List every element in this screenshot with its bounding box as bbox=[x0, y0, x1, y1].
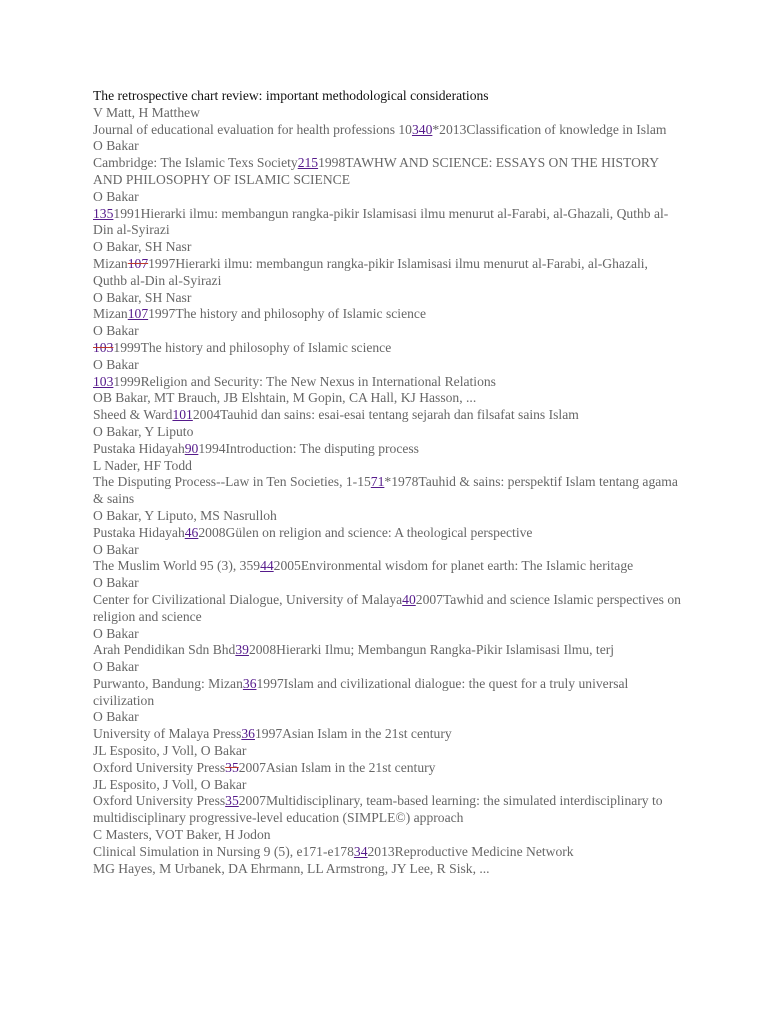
citation-source-line bbox=[93, 306, 683, 323]
citation-count-link[interactable]: 107 bbox=[127, 255, 149, 271]
citation-source-line bbox=[93, 592, 683, 626]
year-and-next-title: 1999Religion and Security: The New Nexus in International Relations bbox=[113, 373, 496, 389]
year-and-next-title: 1991Hierarki ilmu: membangun rangka-pikir Islamisasi ilmu menurut al-Farabi, al-Ghazali, Quthb al-Din al-Syirazi bbox=[93, 205, 669, 238]
citation-source-line bbox=[93, 155, 683, 189]
source-text: Purwanto, Bandung: Mizan bbox=[93, 675, 243, 691]
citation-count-link[interactable]: 40 bbox=[402, 591, 416, 607]
source-text: Mizan bbox=[93, 306, 128, 322]
citation-authors-line bbox=[93, 777, 683, 794]
citation-authors-line bbox=[93, 458, 683, 475]
citation-source-line bbox=[93, 760, 683, 777]
source-text: Oxford University Press bbox=[93, 793, 226, 809]
year-and-next-title: 2007Tawhid and science Islamic perspectives on religion and science bbox=[93, 591, 681, 624]
source-text: Pustaka Hidayah bbox=[93, 440, 185, 456]
year-and-next-title: 1999The history and philosophy of Islamic science bbox=[113, 339, 392, 355]
citation-source-line bbox=[93, 474, 683, 508]
citation-count-link[interactable]: 135 bbox=[93, 205, 114, 221]
source-text: Journal of educational evaluation for health professions 10 bbox=[93, 121, 412, 137]
citation-source-line bbox=[93, 340, 683, 357]
author-text: O Bakar bbox=[93, 575, 139, 591]
citation-source-line bbox=[93, 726, 683, 743]
year-and-next-title: 1997Asian Islam in the 21st century bbox=[254, 726, 452, 742]
citation-authors-line bbox=[93, 659, 683, 676]
year-and-next-title: 1994Introduction: The disputing process bbox=[198, 440, 419, 456]
citation-source-line bbox=[93, 441, 683, 458]
year-and-next-title: *2013Classification of knowledge in Islam bbox=[432, 121, 667, 137]
citation-authors-line bbox=[93, 357, 683, 374]
author-text: JL Esposito, J Voll, O Bakar bbox=[93, 743, 247, 759]
citation-authors-line bbox=[93, 138, 683, 155]
year-and-next-title: 2004Tauhid dan sains: esai-esai tentang sejarah dan filsafat sains Islam bbox=[192, 407, 579, 423]
source-text: The Muslim World 95 (3), 359 bbox=[93, 558, 261, 574]
citation-count-link[interactable]: 46 bbox=[184, 524, 199, 540]
author-text: O Bakar bbox=[93, 659, 139, 675]
citation-count-link[interactable]: 35 bbox=[225, 793, 239, 809]
citation-authors-line bbox=[93, 390, 683, 407]
citation-source-line bbox=[93, 206, 683, 240]
citation-authors-line bbox=[93, 105, 683, 122]
citation-count-link[interactable]: 103 bbox=[93, 373, 114, 389]
author-text: O Bakar, SH Nasr bbox=[93, 239, 192, 255]
citation-authors-line bbox=[93, 239, 683, 256]
citation-source-line bbox=[93, 676, 683, 710]
citation-count-link[interactable]: 36 bbox=[242, 675, 257, 691]
citation-source-line bbox=[93, 558, 683, 575]
year-and-next-title: 2007Multidisciplinary, team-based learning: the simulated interdisciplinary to multidisciplinary progressive-level education (SIMPLE©) approach bbox=[93, 793, 663, 826]
citation-authors-line bbox=[93, 542, 683, 559]
source-text: Sheed & Ward bbox=[93, 407, 173, 423]
year-and-next-title: 2008Gülen on religion and science: A theological perspective bbox=[198, 524, 533, 540]
source-text: Oxford University Press bbox=[93, 759, 226, 775]
year-and-next-title: 2005Environmental wisdom for planet earth: The Islamic heritage bbox=[273, 558, 634, 574]
author-text: O Bakar bbox=[93, 138, 139, 154]
year-and-next-title: 1997Islam and civilizational dialogue: the quest for a truly universal civilization bbox=[93, 675, 629, 708]
year-and-next-title: 1997Hierarki ilmu: membangun rangka-pikir Islamisasi ilmu menurut al-Farabi, al-Ghazali, Quthb al-Din al-Syirazi bbox=[93, 255, 648, 288]
citation-authors-line bbox=[93, 424, 683, 441]
author-text: O Bakar, Y Liputo, MS Nasrulloh bbox=[93, 507, 277, 523]
citation-source-line bbox=[93, 374, 683, 391]
author-text: O Bakar bbox=[93, 356, 139, 372]
document-title: The retrospective chart review: important methodological considerations bbox=[93, 88, 489, 103]
citation-source-line bbox=[93, 525, 683, 542]
source-text: University of Malaya Press bbox=[93, 726, 242, 742]
citation-authors-line bbox=[93, 323, 683, 340]
author-text: C Masters, VOT Baker, H Jodon bbox=[93, 827, 271, 843]
citation-source-line bbox=[93, 793, 683, 827]
year-and-next-title: 1997The history and philosophy of Islamic science bbox=[148, 306, 426, 322]
citation-count-link[interactable]: 44 bbox=[260, 558, 274, 574]
author-text: JL Esposito, J Voll, O Bakar bbox=[93, 776, 247, 792]
author-text: MG Hayes, M Urbanek, DA Ehrmann, LL Armstrong, JY Lee, R Sisk, ... bbox=[93, 860, 490, 876]
citation-count-link[interactable]: 340 bbox=[411, 121, 433, 137]
source-text: The Disputing Process--Law in Ten Societies, 1-15 bbox=[93, 474, 371, 490]
citation-authors-line bbox=[93, 626, 683, 643]
author-text: O Bakar bbox=[93, 188, 139, 204]
year-and-next-title: 2008Hierarki Ilmu; Membangun Rangka-Pikir Islamisasi Ilmu, terj bbox=[248, 642, 615, 658]
citation-authors-line bbox=[93, 508, 683, 525]
source-text: Arah Pendidikan Sdn Bhd bbox=[93, 642, 236, 658]
citation-list bbox=[93, 88, 683, 877]
citation-source-line bbox=[93, 256, 683, 290]
citation-count-link[interactable]: 36 bbox=[241, 726, 255, 742]
author-text: O Bakar, SH Nasr bbox=[93, 289, 192, 305]
citation-authors-line bbox=[93, 575, 683, 592]
source-text: Clinical Simulation in Nursing 9 (5), e171-e178 bbox=[93, 843, 354, 859]
year-and-next-title: 1998TAWHW AND SCIENCE: ESSAYS ON THE HISTORY AND PHILOSOPHY OF ISLAMIC SCIENCE bbox=[93, 155, 659, 187]
citation-authors-line bbox=[93, 709, 683, 726]
citation-source-line bbox=[93, 407, 683, 424]
citation-count-link[interactable]: 90 bbox=[184, 440, 199, 456]
author-text: OB Bakar, MT Brauch, JB Elshtain, M Gopin, CA Hall, KJ Hasson, ... bbox=[93, 390, 477, 406]
author-text: L Nader, HF Todd bbox=[93, 457, 192, 473]
citation-source-line bbox=[93, 122, 683, 139]
author-text: O Bakar bbox=[93, 541, 139, 557]
citation-count-link[interactable]: 215 bbox=[297, 155, 319, 171]
author-text: V Matt, H Matthew bbox=[93, 104, 200, 120]
source-text: Mizan bbox=[93, 255, 128, 271]
citation-count-link[interactable]: 107 bbox=[127, 306, 149, 322]
citation-authors-line bbox=[93, 290, 683, 307]
citation-authors-line bbox=[93, 861, 683, 878]
year-and-next-title: 2007Asian Islam in the 21st century bbox=[238, 759, 436, 775]
source-text: Cambridge: The Islamic Texs Society bbox=[93, 155, 298, 171]
author-text: O Bakar bbox=[93, 323, 139, 339]
citation-count-link[interactable]: 103 bbox=[93, 339, 114, 355]
citation-count-link[interactable]: 101 bbox=[172, 407, 193, 423]
source-text: Pustaka Hidayah bbox=[93, 524, 185, 540]
year-and-next-title: 2013Reproductive Medicine Network bbox=[367, 843, 574, 859]
citation-authors-line bbox=[93, 189, 683, 206]
author-text: O Bakar bbox=[93, 625, 139, 641]
author-text: O Bakar bbox=[93, 709, 139, 725]
citation-count-link[interactable]: 35 bbox=[225, 759, 239, 775]
citation-lines bbox=[93, 105, 683, 878]
citation-source-line bbox=[93, 844, 683, 861]
citation-source-line bbox=[93, 642, 683, 659]
source-text: Center for Civilizational Dialogue, University of Malaya bbox=[93, 591, 403, 607]
citation-authors-line bbox=[93, 743, 683, 760]
citation-authors-line bbox=[93, 827, 683, 844]
citation-count-link[interactable]: 71 bbox=[370, 474, 385, 490]
citation-count-link[interactable]: 39 bbox=[235, 642, 249, 658]
citation-count-link[interactable]: 34 bbox=[353, 843, 368, 859]
year-and-next-title: *1978Tauhid & sains: perspektif Islam tentang agama & sains bbox=[93, 474, 678, 507]
author-text: O Bakar, Y Liputo bbox=[93, 423, 194, 439]
